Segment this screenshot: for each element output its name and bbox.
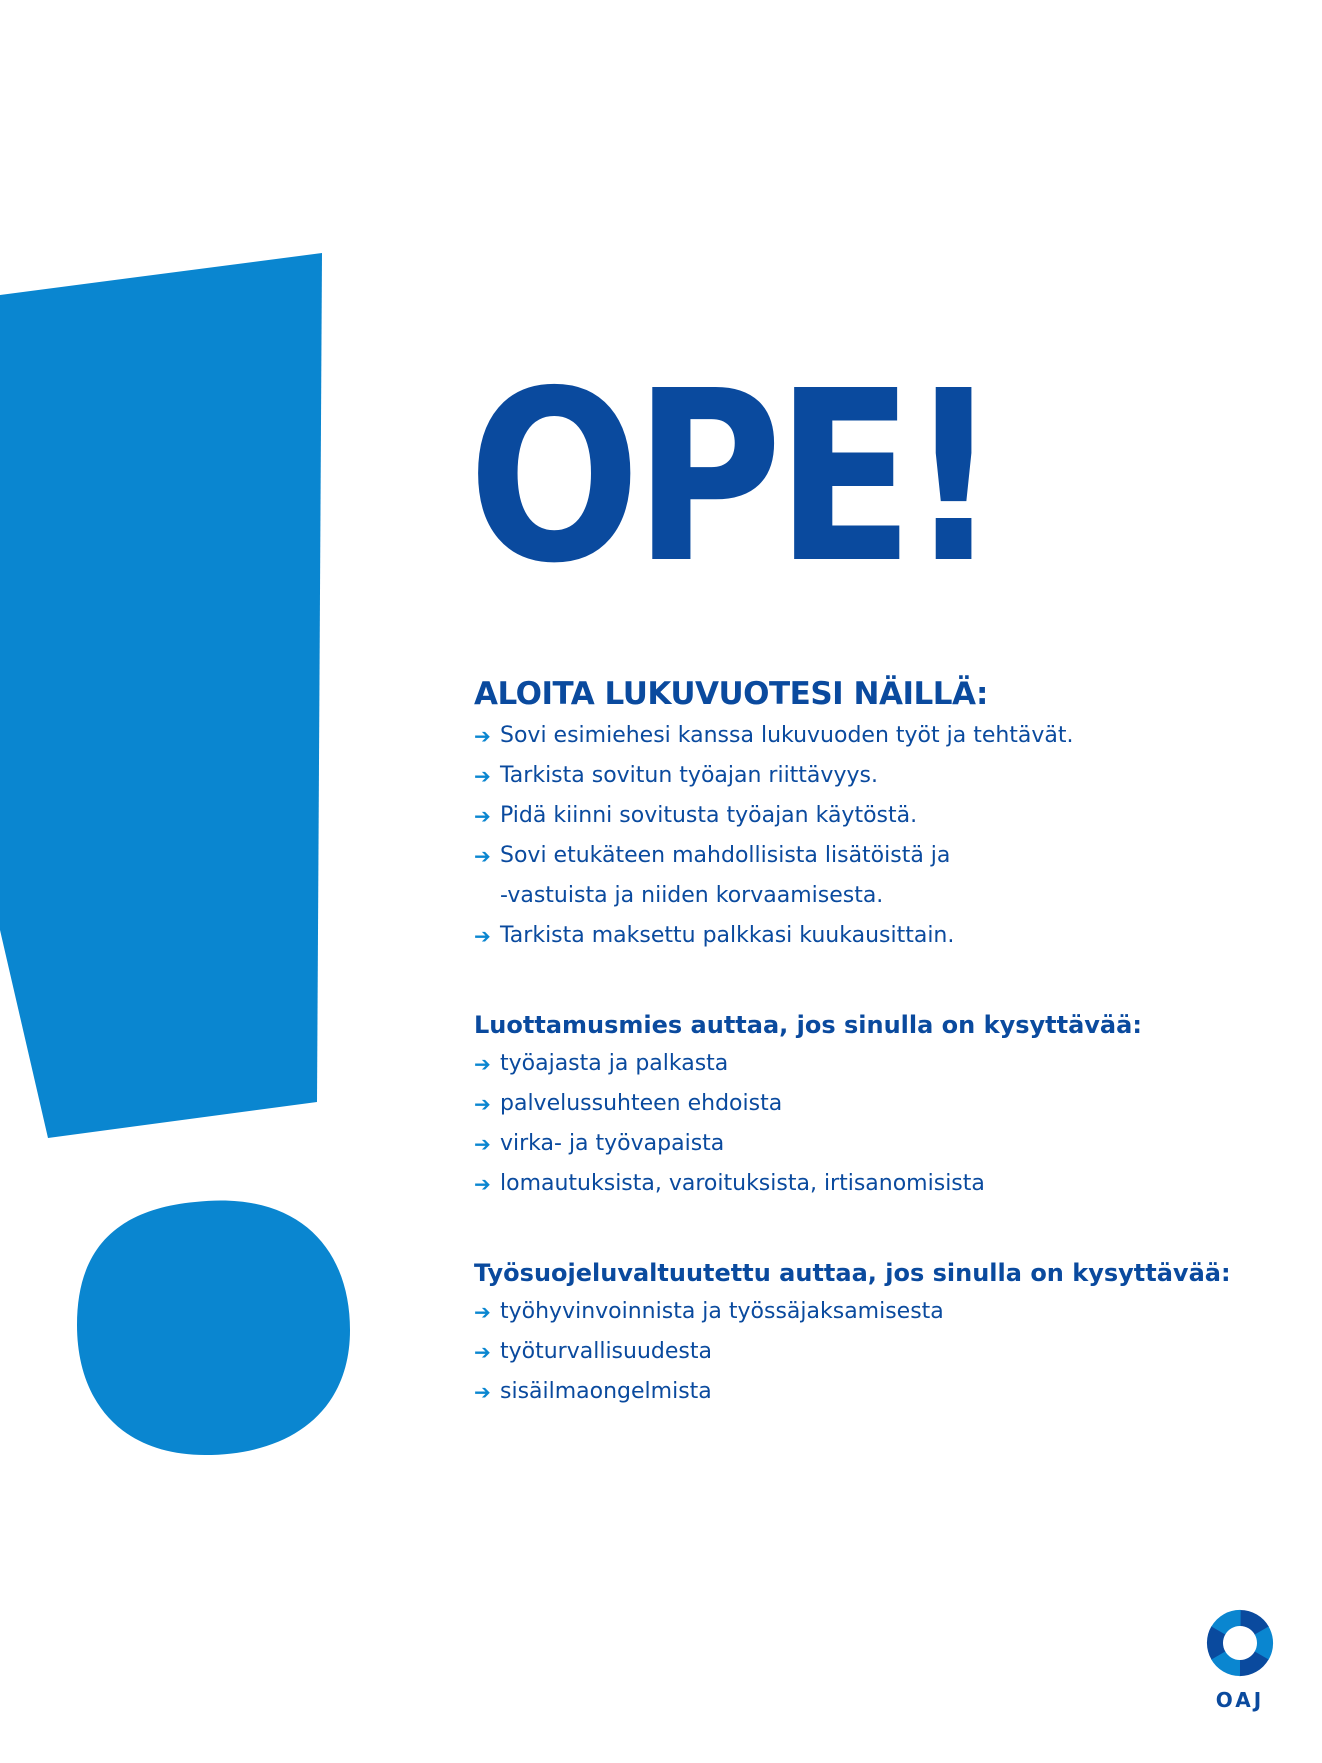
arrow-right-icon: ➔: [474, 1132, 491, 1156]
arrow-right-icon: ➔: [474, 924, 491, 948]
shop-steward-list: [474, 1044, 1254, 1204]
list-item: [474, 1044, 1254, 1084]
shop-steward-title: Luottamusmies auttaa, jos sinulla on kysyttävää:: [474, 1011, 1142, 1039]
start-section-title: ALOITA LUKUVUOTESI NÄILLÄ:: [474, 676, 988, 712]
arrow-right-icon: ➔: [474, 1092, 491, 1116]
arrow-right-icon: ➔: [474, 1380, 491, 1404]
list-item: [474, 836, 1254, 916]
list-item-text: Tarkista maksettu palkkasi kuukausittain.: [500, 923, 955, 948]
arrow-right-icon: ➔: [474, 764, 491, 788]
arrow-right-icon: ➔: [474, 1300, 491, 1324]
list-item: [474, 1164, 1254, 1204]
headline: OPE!: [468, 340, 993, 615]
list-item-text: virka- ja työvapaista: [500, 1131, 725, 1156]
list-item: [474, 1332, 1254, 1372]
list-item-text: sisäilmaongelmista: [500, 1379, 712, 1404]
arrow-right-icon: ➔: [474, 844, 491, 868]
oaj-swirl-logo-icon: [1203, 1606, 1277, 1680]
arrow-right-icon: ➔: [474, 804, 491, 828]
list-item: [474, 916, 1254, 956]
start-section-list: [474, 716, 1254, 956]
exclamation-dot: [77, 1200, 350, 1455]
list-item: [474, 1292, 1254, 1332]
oaj-logo-text: OAJ: [1215, 1688, 1265, 1712]
arrow-right-icon: ➔: [474, 1052, 491, 1076]
content-column: [474, 672, 1254, 1412]
safety-rep-title: Työsuojeluvaltuutettu auttaa, jos sinulla on kysyttävää:: [474, 1259, 1231, 1287]
list-item-text: työhyvinvoinnista ja työssäjaksamisesta: [500, 1299, 944, 1324]
list-item-text: työturvallisuudesta: [500, 1339, 712, 1364]
list-item-text: palvelussuhteen ehdoista: [500, 1091, 783, 1116]
list-item: [474, 716, 1254, 756]
list-item-text: työajasta ja palkasta: [500, 1051, 729, 1076]
exclamation-bar: [0, 253, 322, 1138]
list-item: [474, 796, 1254, 836]
arrow-right-icon: ➔: [474, 1340, 491, 1364]
safety-rep-list: [474, 1292, 1254, 1412]
list-item-text: Sovi etukäteen mahdollisista lisätöistä ja: [500, 843, 951, 868]
list-item: [474, 756, 1254, 796]
list-item: [474, 1084, 1254, 1124]
list-item-text: Pidä kiinni sovitusta työajan käytöstä.: [500, 803, 918, 828]
list-item: [474, 1372, 1254, 1412]
list-item-text: lomautuksista, varoituksista, irtisanomisista: [500, 1171, 985, 1196]
arrow-right-icon: ➔: [474, 1172, 491, 1196]
oaj-logo: [1200, 1606, 1280, 1712]
list-item-text: Sovi esimiehesi kanssa lukuvuoden työt ja tehtävät.: [500, 723, 1074, 748]
list-item-continuation: -vastuista ja niiden korvaamisesta.: [500, 883, 884, 908]
arrow-right-icon: ➔: [474, 724, 491, 748]
list-item: [474, 1124, 1254, 1164]
list-item-text: Tarkista sovitun työajan riittävyys.: [500, 763, 878, 788]
